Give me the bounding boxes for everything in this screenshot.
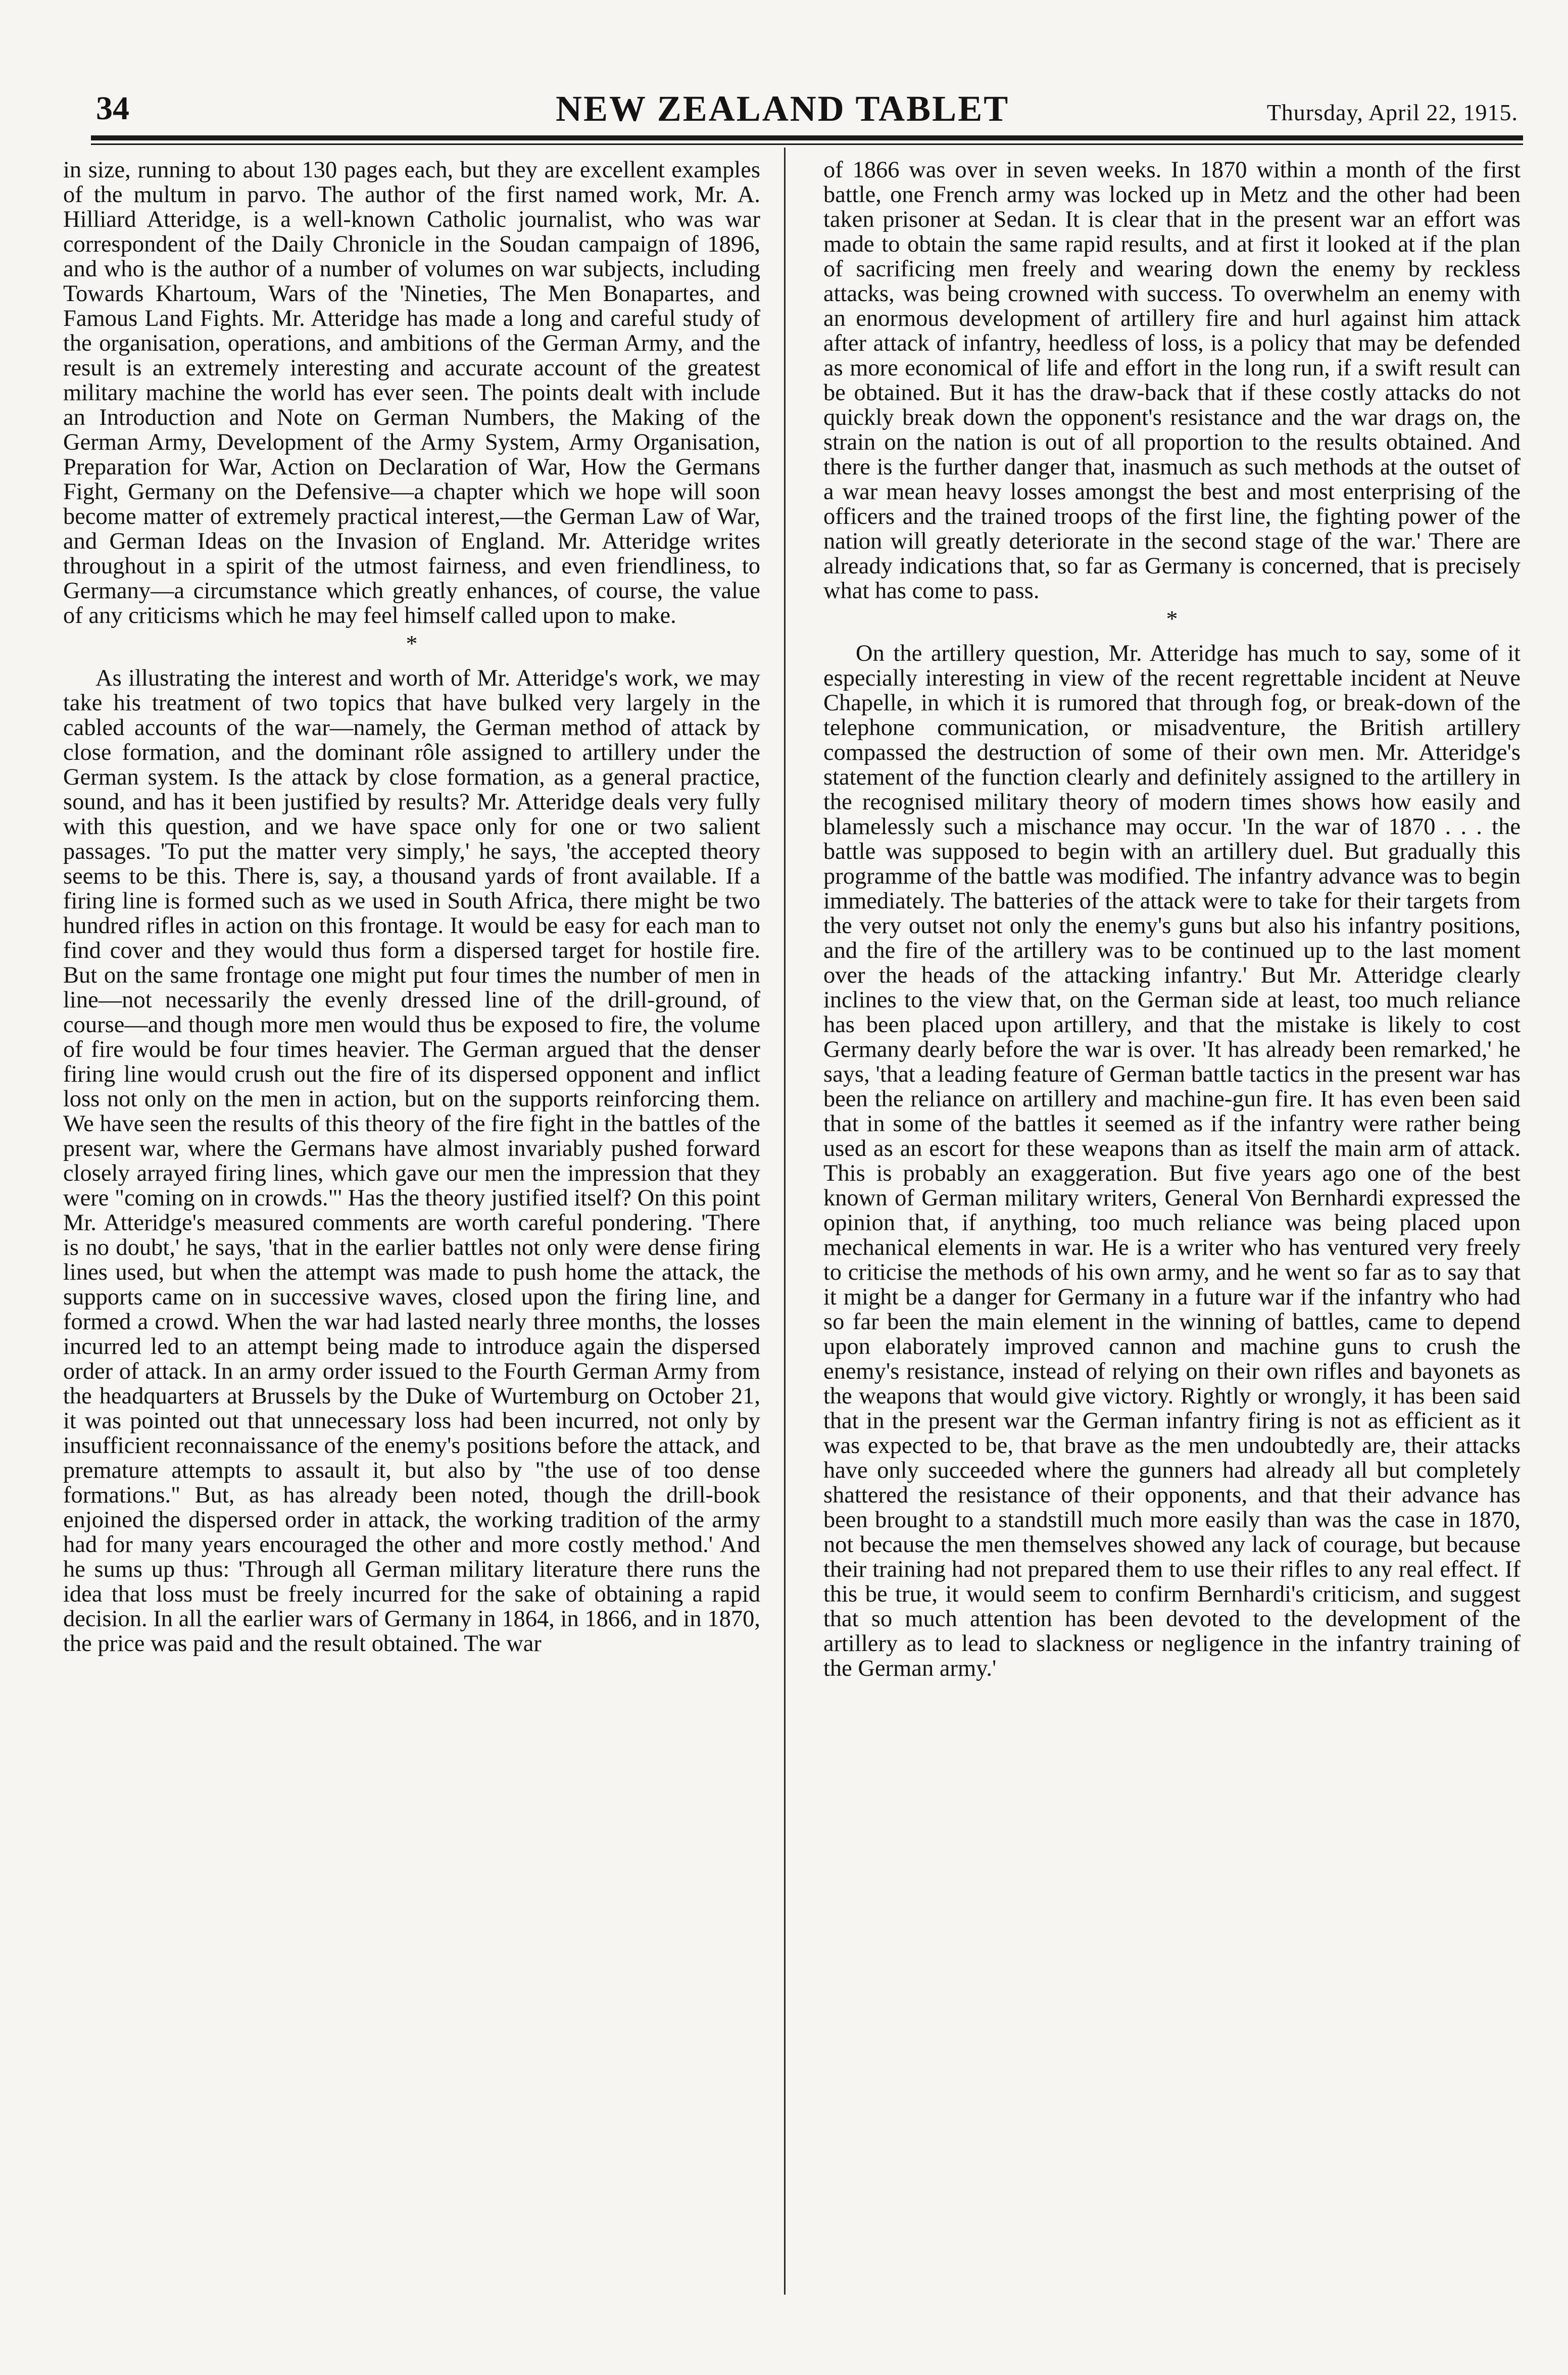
right-paragraph-1: of 1866 was over in seven weeks. In 1870 within a month of the first battle, one French army was locked up in Metz and the other had been taken prisoner at Sedan. It is clear that in the present war an effort was made to obtain the same rapid results, and at first it looked at if the plan of sacrificing men freely and wearing down the enemy by reckless attacks, was being crowned with success. To overwhelm an enemy with an enormous development of artillery fire and hurl against him attack after attack of infantry, heedless of loss, is a policy that may be defended as more economical of life and effort in the long run, if a swift result can be obtained. But it has the draw-back that if these costly attacks do not quickly break down the opponent's resistance and the war drags on, the strain on the nation is out of all proportion to the results obtained. And there is the further danger that, inasmuch as such methods at the outset of a war mean heavy losses amongst the best and most enterprising of the officers and the trained troops of the first line, the fighting power of the nation will greatly deteriorate in the second stage of the war.' There are already indications that, so far as Germany is concerned, that is precisely what has come to pass. bbox=[823, 157, 1521, 604]
column-divider bbox=[784, 148, 786, 2295]
right-paragraph-2: On the artillery question, Mr. Atteridge has much to say, some of it especially interesting in view of the recent regrettable incident at Neuve Chapelle, in which it is rumored that through fog, or break-down of the telephone communication, or misadventure, the British artillery compassed the destruction of some of their own men. Mr. Atteridge's statement of the function clearly and definitely assigned to the artillery in the recognised military theory of modern times shows how easily and blamelessly such a mischance may occur. 'In the war of 1870 . . . the battle was supposed to begin with an artillery duel. But gradually this programme of the battle was modified. The infantry advance was to begin immediately. The batteries of the attack were to take for their targets from the very outset not only the enemy's guns but also his infantry positions, and the fire of the artillery was to be continued up to the last moment over the heads of the attacking infantry.' But Mr. Atteridge clearly inclines to the view that, on the German side at least, too much reliance has been placed upon artillery, and that the mistake is likely to cost Germany dearly before the war is over. 'It has already been remarked,' he says, 'that a leading feature of German battle tactics in the present war has been the reliance on artillery and machine-gun fire. It has even been said that in some of the battles it seemed as if the infantry were rather being used as an escort for these weapons than as itself the main arm of attack. This is probably an exaggeration. But five years ago one of the best known of German military writers, General Von Bernhardi expressed the opinion that, if anything, too much reliance was being placed upon mechanical elements in war. He is a writer who has ventured very freely to criticise the methods of his own army, and he went so far as to say that it might be a danger for Germany in a future war if the infantry who had so far been the main element in the winning of battles, came to depend upon elaborately improved cannon and machine guns to crush the enemy's resistance, instead of relying on their own rifles and bayonets as the weapons that would give victory. Rightly or wrongly, it has been said that in the present war the German infantry firing is not as efficient as it was expected to be, that brave as the men undoubtedly are, their attacks have only succeeded where the gunners had already all but completely shattered the resistance of their opponents, and that their advance has been brought to a standstill much more easily than was the case in 1870, not because the men themselves showed any lack of courage, but because their training had not prepared them to use their rifles to any real effect. If this be true, it would seem to confirm Bernhardi's criticism, and suggest that so much attention has been devoted to the development of the artillery as to lead to slackness or negligence in the infantry training of the German army.' bbox=[823, 641, 1521, 1681]
issue-date: Thursday, April 22, 1915. bbox=[1266, 100, 1518, 125]
header-rule-thick bbox=[91, 135, 1523, 140]
page-header bbox=[91, 83, 1523, 134]
masthead-title: NEW ZEALAND TABLET bbox=[556, 88, 1010, 129]
section-break-star: * bbox=[406, 631, 418, 656]
left-paragraph-2: As illustrating the interest and worth of Mr. Atteridge's work, we may take his treatment of two topics that have bulked very largely in the cabled accounts of the war—namely, the German method of attack by close formation, and the dominant rôle assigned to artillery under the German system. Is the attack by close formation, as a general practice, sound, and has it been justified by results? Mr. Atteridge deals very fully with this question, and we have space only for one or two salient passages. 'To put the matter very simply,' he says, 'the accepted theory seems to be this. There is, say, a thousand yards of front available. If a firing line is formed such as we used in South Africa, there might be two hundred rifles in action on this frontage. It would be easy for each man to find cover and they would thus form a dispersed target for hostile fire. But on the same frontage one might put four times the number of men in line—not necessarily the evenly dressed line of the drill-ground, of course—and though more men would thus be exposed to fire, the volume of fire would be four times heavier. The German argued that the denser firing line would crush out the fire of its dispersed opponent and inflict loss not only on the men in action, but on the supports reinforcing them. We have seen the results of this theory of the fire fight in the battles of the present war, where the Germans have almost invariably pushed forward closely arrayed firing lines, which gave our men the impression that they were "coming on in crowds."' Has the theory justified itself? On this point Mr. Atteridge's measured comments are worth careful pondering. 'There is no doubt,' he says, 'that in the earlier battles not only were dense firing lines used, but when the attempt was made to push home the attack, the supports came on in successive waves, closed upon the firing line, and formed a crowd. When the war had lasted nearly three months, the losses incurred led to an attempt being made to introduce again the dispersed order of attack. In an army order issued to the Fourth German Army from the headquarters at Brussels by the Duke of Wurtemburg on October 21, it was pointed out that unnecessary loss had been incurred, not only by insufficient reconnaissance of the enemy's positions before the attack, and premature attempts to assault it, but also by "the use of too dense formations." But, as has already been noted, though the drill-book enjoined the dispersed order in attack, the working tradition of the army had for many years encouraged the other and more costly method.' And he sums up thus: 'Through all German military literature there runs the idea that loss must be freely incurred for the sake of obtaining a rapid decision. In all the earlier wars of Germany in 1864, in 1866, and in 1870, the price was paid and the result obtained. The war bbox=[63, 665, 760, 1657]
section-break-star: * bbox=[1166, 606, 1178, 632]
left-column bbox=[63, 158, 760, 1656]
header-rule-thin bbox=[91, 143, 1523, 145]
left-paragraph-1: in size, running to about 130 pages each, but they are excellent examples of the multum in parvo. The author of the first named work, Mr. A. Hilliard Atteridge, is a well-known Catholic journalist, who was war correspondent of the Daily Chronicle in the Soudan campaign of 1896, and who is the author of a number of volumes on war subjects, including Towards Khartoum, Wars of the 'Nineties, The Men Bonapartes, and Famous Land Fights. Mr. Atteridge has made a long and careful study of the organisation, operations, and ambitions of the German Army, and the result is an extremely interesting and accurate account of the greatest military machine the world has ever seen. The points dealt with include an Introduction and Note on German Numbers, the Making of the German Army, Development of the Army System, Army Organisation, Preparation for War, Action on Declaration of War, How the Germans Fight, Germany on the Defensive—a chapter which we hope will soon become matter of extremely practical interest,—the German Law of War, and German Ideas on the Invasion of England. Mr. Atteridge writes throughout in a spirit of the utmost fairness, and even friendliness, to Germany—a circumstance which greatly enhances, of course, the value of any criticisms which he may feel himself called upon to make. bbox=[63, 157, 760, 628]
page-number: 34 bbox=[96, 90, 129, 127]
right-column bbox=[823, 158, 1521, 1681]
